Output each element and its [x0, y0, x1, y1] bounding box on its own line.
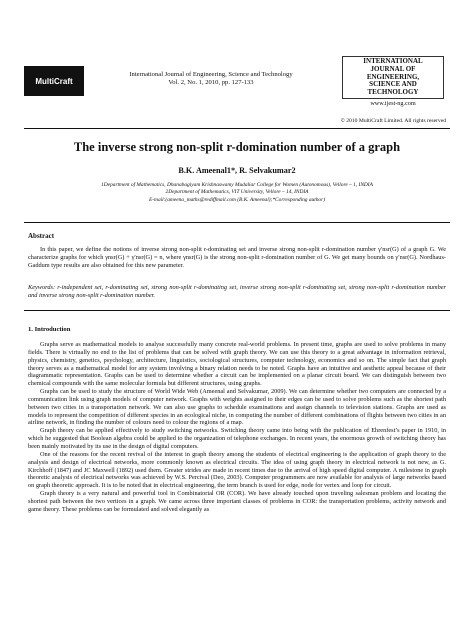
journal-box — [342, 56, 444, 107]
journal-box-title — [342, 56, 444, 99]
keywords-text: Keywords: r-independent set, r-dominating set, strong non-split r-dominating set, inverse strong non-split r-dominating set, strong non-split r-domination number and inverse strong non-split r-domination number. — [28, 284, 446, 299]
journal-name: International Journal of Engineering, Science and Technology — [129, 71, 293, 78]
header-rule — [24, 128, 450, 129]
journal-citation — [98, 71, 324, 88]
intro-paragraph: Graph theory is a very natural and powerful tool in Combinatorial OR (COR). We have already touched upon traveling salesman problem and locating the shortest path between the two vertices in a graph. We came across three important classes of problems in COR: the transportation problems, activity network and game theory. These problems can be formulated and solved elegantly as — [28, 490, 446, 513]
intro-paragraph: Graphs can be used to study the structure of World Wide Web (Ameenal and Selvakumar, 2009). We can determine whether two computers are connected by a communication link using graph models of computer network. Graphs with weights assigned to their edges can be used to solve problems such as the shortest path between two cities in a transportation network. We can also use graphs to schedule examinations and assign channels to television stations. Graphs are used as models to represent the competition of different species in an ecological niche, in computing the number of different combinations of flights between two cities in an airline network, in finding the number of colours need to colour the regions of a map. — [28, 388, 446, 427]
logo-text: MultiCraft — [35, 76, 73, 86]
abstract-paragraph: In this paper, we define the notions of inverse strong non-split r-dominating set and inverse strong non-split r-domination number γ′nsr(G) of a graph G. We characterize graphs for which γnsr(G) + γ′nsr(G) = n, where γnsr(G) is the strong non-split r-domination number of G. We get many bounds on γ′nsr(G). Nordhaus-Gaddum type results are also obtained for this new parameter. — [28, 246, 446, 269]
paper-authors: B.K. Ameenal1*, R. Selvakumar2 — [178, 166, 296, 175]
section-heading: 1. Introduction — [28, 326, 71, 333]
keywords — [28, 284, 446, 300]
intro-paragraph: Graph theory can be applied effectively to study switching networks. Switching theory came into being with the publication of Ehrenfest’s paper in 1910, in which he suggested that Boolean algebra could be applied to the organization of telephone exchanges. In recent years, the enormous growth of switching theory has been mainly motivated by its use in the design of digital computers. — [28, 427, 446, 450]
abstract-body — [28, 246, 446, 270]
paper-title: The inverse strong non-split r-domination number of a graph — [73, 140, 401, 154]
introduction-body — [28, 341, 446, 514]
affiliation-2: 2Department of Mathematics, VIT University, Vellore – 14, INDIA — [165, 189, 309, 196]
abstract-bottom-rule — [24, 310, 450, 311]
intro-paragraph: One of the reasons for the recent revival of the interest in graph theory among the students of electrical engineering is the application of graph theory to the analysis and design of electrical networks, more commonly known as electrical circuits. The idea of using graph theory in electrical network is not new, as G. Kirchhoff (1847) and JC Maxwell (1892) used them. Greater strides are made in recent times due to the arrival of high speed digital computer. A milestone in graph theoretic analysis of electrical networks was achieved by W.S. Percival (Deo, 2003). Computer programmers are now available for analysis of large networks based on graph theoretic approach. It is to be noted that in electrical engineering, the term branch is used for edge, node for vertex and loop for circuit. — [28, 450, 446, 490]
journal-box-line: SCIENCE AND — [369, 80, 417, 89]
journal-box-line: JOURNAL OF — [370, 64, 416, 73]
journal-box-line: INTERNATIONAL — [363, 57, 423, 65]
journal-box-line: TECHNOLOGY — [367, 88, 419, 97]
publisher-logo — [24, 66, 84, 96]
abstract-heading: Abstract — [28, 232, 55, 240]
affiliation-1: 1Department of Mathematics, Dhanabagiyam Krishnaswamy Mudaliar College for Women (Autonomous), Vellore – 1, INDIA — [101, 182, 373, 188]
abstract-top-rule — [24, 222, 450, 223]
journal-volume: Vol. 2, No. 1, 2010, pp. 127-133 — [168, 79, 254, 87]
journal-website[interactable]: www.ijest-ng.com — [370, 99, 416, 107]
author-affiliations — [40, 182, 434, 204]
copyright-notice: © 2010 MultiCraft Limited. All rights reserved — [340, 118, 446, 124]
author-email: E-mail:(ameena_maths@rediffmail.com (B.K. Ameenal);*Corresponding author) — [148, 196, 326, 203]
journal-box-line: ENGINEERING, — [366, 72, 420, 81]
intro-paragraph: Graphs serve as mathematical models to analyse successfully many concrete real-world problems. In present time, graphs are used to solve problems in many fields. There is virtually no end to the list of problems that can be solved with graph theory. We can use this theory to a great advantage in information retrieval, physics, chemistry, genetics, psychology, architecture, linguistics, sociological structures, computer technology, economics and so on. The simple fact that graph theory serves as a mathematical model for any system involving a binary relation needs to be noted. Graphs have an intuitive and aesthetic appeal because of their diagrammatic representation. Graphs can be used to determine whether a circuit can be implemented on a planar circuit board. We can distinguish between two chemical compounds with the same molecular formula but different structures, using graphs. — [28, 341, 446, 388]
